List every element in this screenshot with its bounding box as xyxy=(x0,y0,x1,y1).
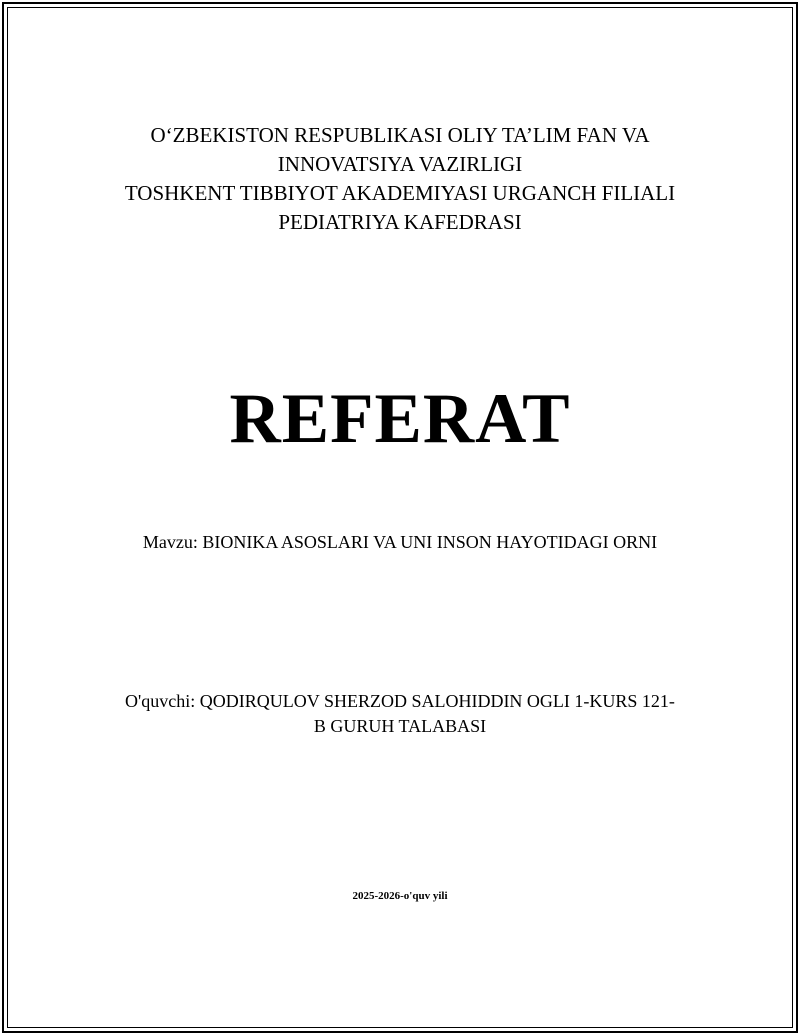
academic-year: 2025-2026-o'quv yili xyxy=(352,890,448,902)
student-info-line-1: O'quvchi: QODIRQULOV SHERZOD SALOHIDDIN OGLI 1-KURS 121- xyxy=(125,691,675,711)
institution-line-academy: TOSHKENT TIBBIYOT AKADEMIYASI URGANCH FILIALI xyxy=(124,181,676,205)
document-topic: Mavzu: BIONIKA ASOSLARI VA UNI INSON HAYOTIDAGI ORNI xyxy=(142,532,658,552)
student-info-line-2: B GURUH TALABASI xyxy=(313,716,487,736)
student-info xyxy=(110,689,690,739)
institution-line-department: PEDIATRIYA KAFEDRASI xyxy=(278,210,522,234)
document-title: REFERAT xyxy=(229,380,571,458)
institution-line-ministry-1: O‘ZBEKISTON RESPUBLIKASI OLIY TA’LIM FAN VA xyxy=(150,123,650,147)
institution-line-ministry-2: INNOVATSIYA VAZIRLIGI xyxy=(277,152,523,176)
institution-header xyxy=(0,121,800,237)
